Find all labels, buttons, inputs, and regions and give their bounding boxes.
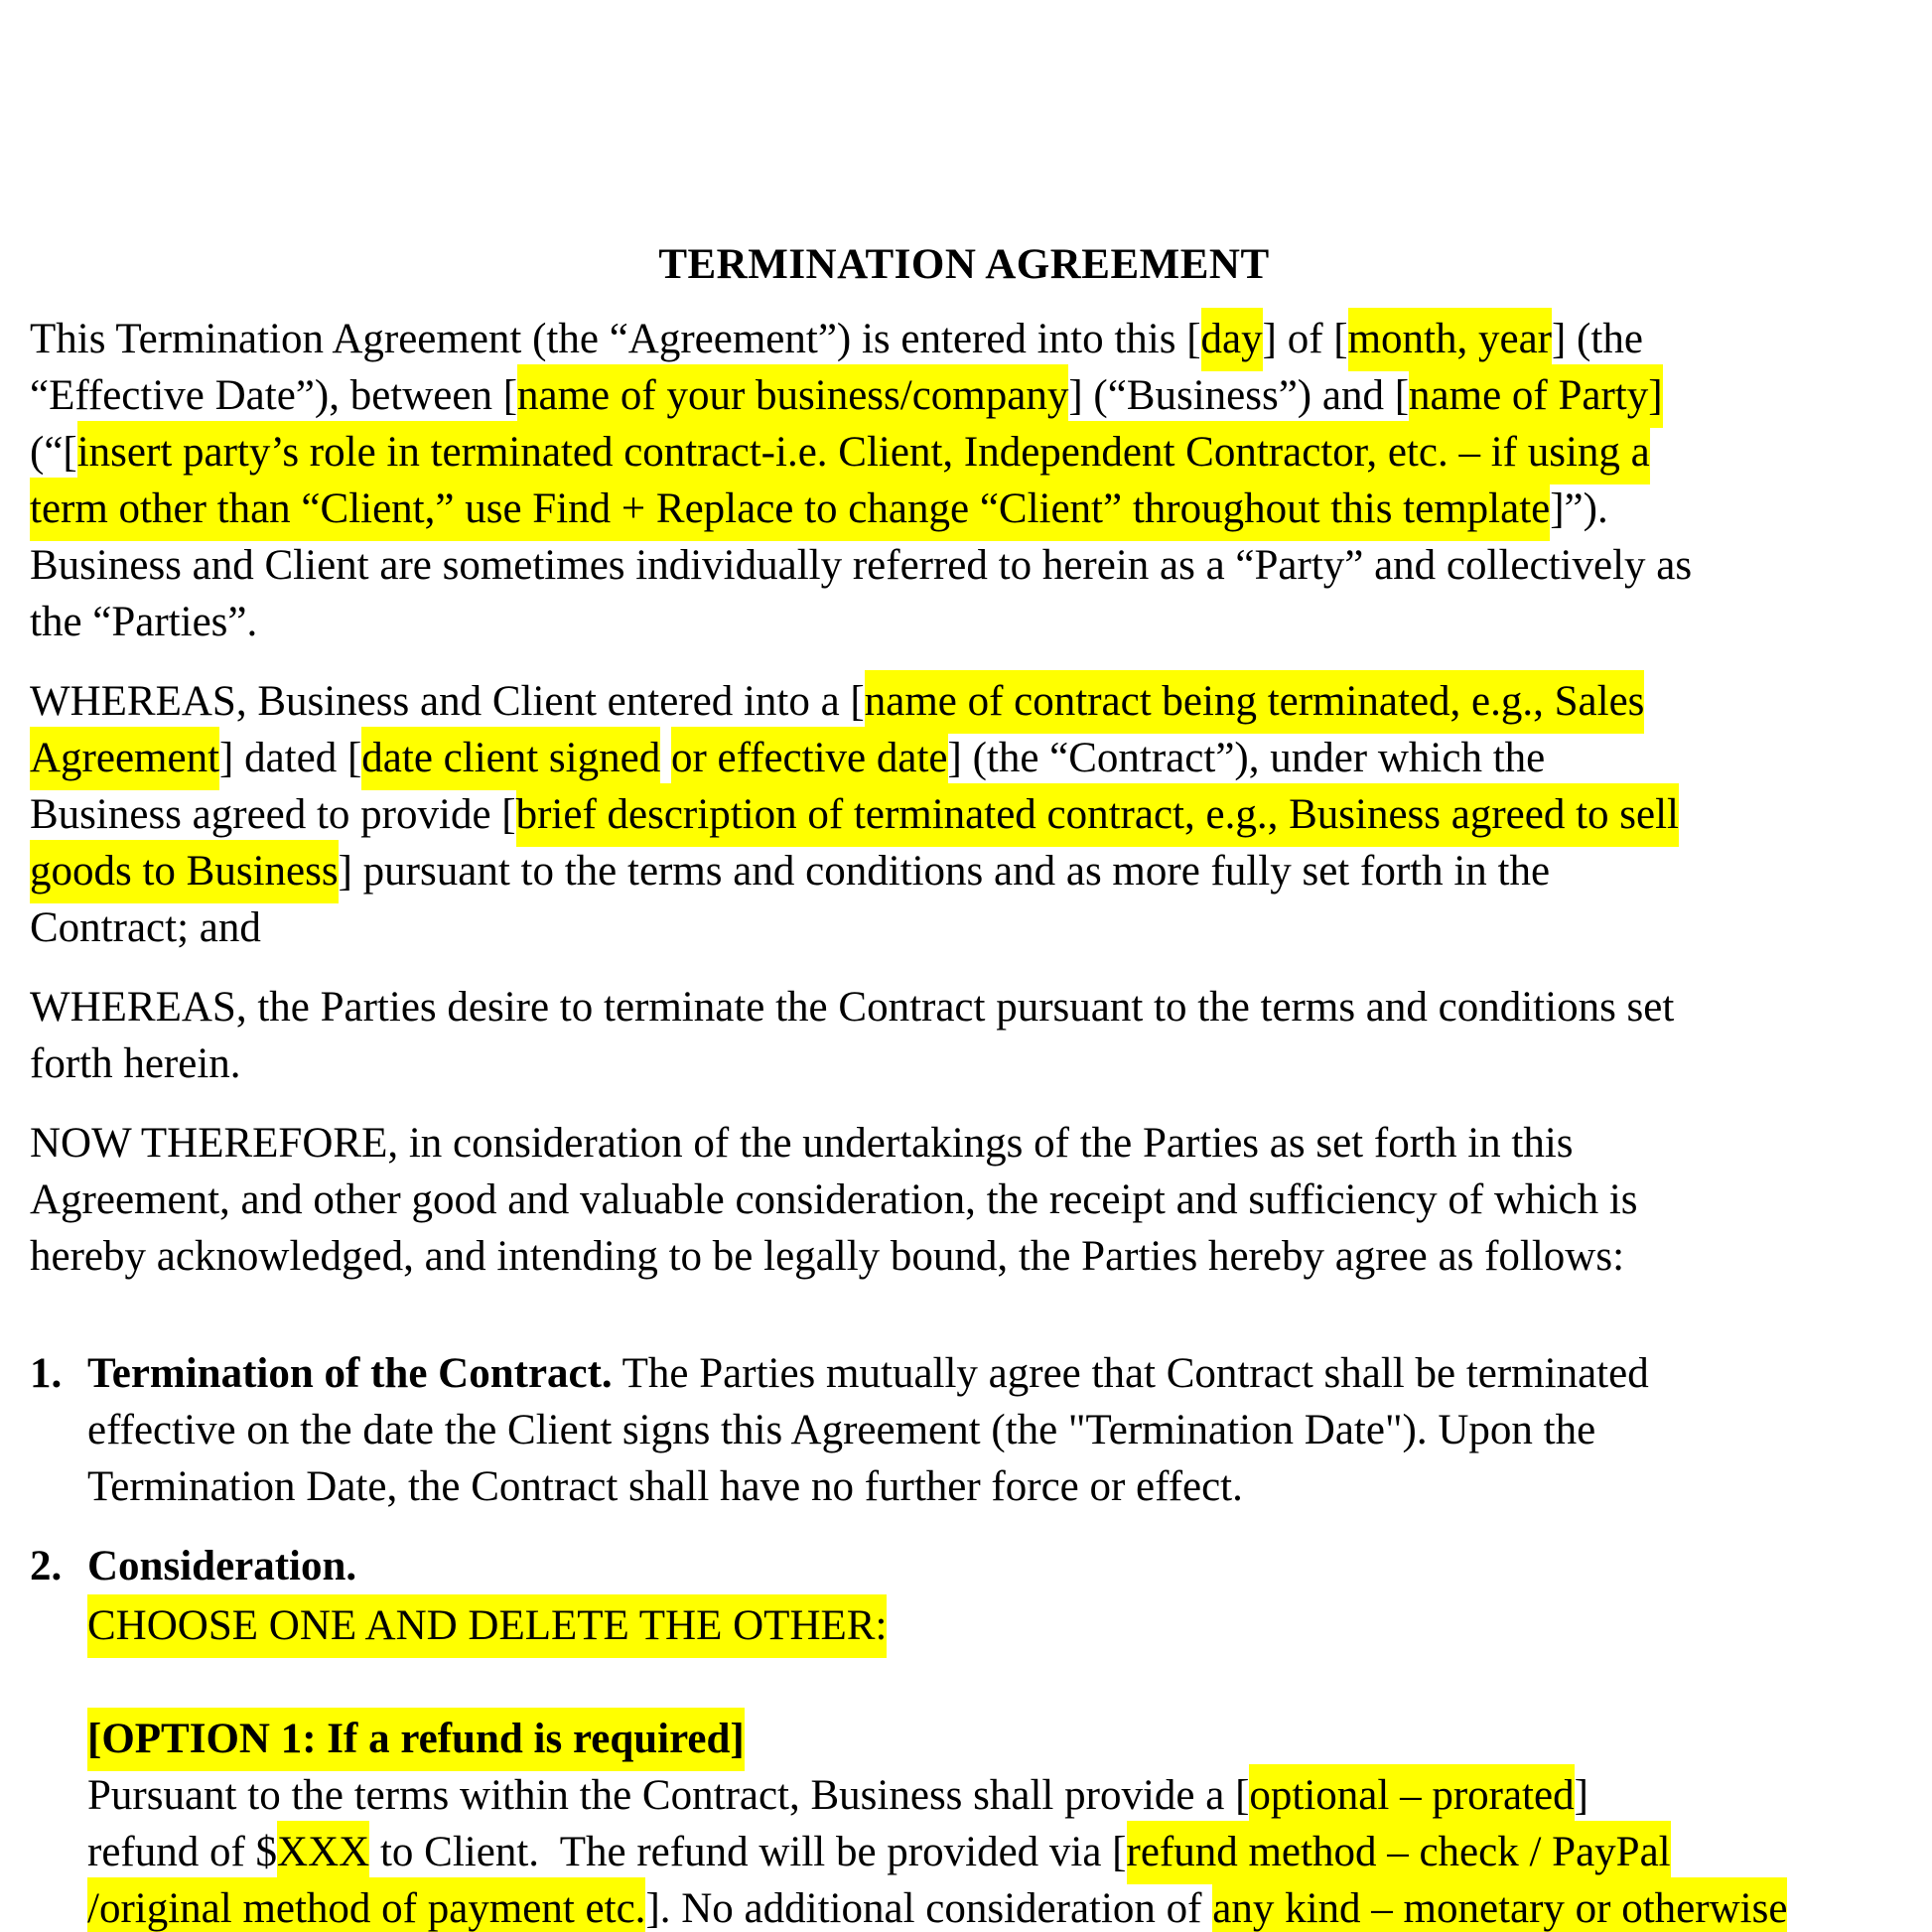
text-line [30,367,1898,424]
text-segment: ]”). [1550,485,1608,532]
highlighted-placeholder-text: Agreement [30,727,219,790]
text-segment: This Termination Agreement (the “Agreement”) is entered into this [ [30,316,1201,362]
highlighted-placeholder-text: goods to Business [30,840,339,903]
text-line [30,1035,1898,1092]
text-segment: ] (the [1551,316,1643,362]
highlighted-placeholder-text: month, year [1348,308,1552,371]
text-line [30,1115,1898,1172]
text-segment: Business and Client are sometimes individually referred to herein as a “Party” and collectively as [30,542,1693,589]
text-segment: The Parties mutually agree that Contract shall be terminated [612,1350,1649,1397]
text-line [30,594,1898,650]
text-segment: ] (the “Contract”), under which the [947,735,1546,781]
text-line [87,1767,1898,1824]
text-line [30,1228,1898,1285]
text-segment: WHEREAS, Business and Client entered into a [ [30,678,865,725]
text-line [30,730,1898,786]
document-title: TERMINATION AGREEMENT [658,241,1270,288]
highlighted-placeholder-text: insert party’s role in terminated contract-i.e. Client, Independent Contractor, etc. – if using a [77,421,1650,484]
text-segment: ] [1574,1772,1588,1819]
highlighted-placeholder-text: refund method – check / PayPal [1127,1821,1671,1884]
text-line [87,1345,1898,1402]
text-line [87,1458,1898,1515]
document-blocks [30,311,1898,1932]
highlighted-placeholder-text: [OPTION 1: If a refund is required] [87,1708,745,1771]
intro-paragraph [30,311,1898,650]
text-line [87,1402,1898,1458]
text-segment: ] of [ [1262,316,1348,362]
text-segment: to Client. The refund will be provided via [ [369,1829,1127,1875]
section-1-termination [30,1345,1898,1515]
highlighted-placeholder-text: brief description of terminated contract, e.g., Business agreed to sell [516,783,1679,847]
section-2-consideration [30,1538,1898,1594]
text-line [30,899,1898,956]
text-segment: ] (“Business”) and [ [1068,372,1410,419]
text-segment: hereby acknowledged, and intending to be legally bound, the Parties hereby agree as follows: [30,1233,1625,1280]
text-line [30,537,1898,594]
text-segment: WHEREAS, the Parties desire to terminate the Contract pursuant to the terms and conditions set [30,984,1675,1031]
text-segment [660,735,671,781]
text-line [30,843,1898,899]
highlighted-placeholder-text: optional – prorated [1249,1764,1574,1828]
text-line [30,979,1898,1035]
text-segment: “Effective Date”), between [ [30,372,518,419]
text-segment: NOW THEREFORE, in consideration of the undertakings of the Parties as set forth in this [30,1120,1574,1167]
text-segment: Business agreed to provide [ [30,791,516,838]
text-segment: ] dated [ [219,735,362,781]
text-segment: refund of $ [87,1829,278,1875]
whereas-termination-paragraph [30,979,1898,1092]
highlighted-placeholder-text: name of Party] [1409,364,1663,428]
text-segment: ] pursuant to the terms and conditions and as more fully set forth in the [338,848,1551,895]
text-segment: the “Parties”. [30,599,258,645]
highlighted-placeholder-text: term other than “Client,” use Find + Replace to change “Client” throughout this template [30,478,1550,541]
text-segment: Termination Date, the Contract shall have no further force or effect. [87,1463,1243,1510]
text-segment: Agreement, and other good and valuable consideration, the receipt and sufficiency of which is [30,1176,1638,1223]
text-line [30,424,1898,481]
text-segment: Consideration. [87,1543,357,1589]
highlighted-placeholder-text: or effective date [671,727,948,790]
highlighted-placeholder-text: name of contract being terminated, e.g., Sales [865,670,1645,734]
now-therefore-paragraph [30,1115,1898,1285]
highlighted-placeholder-text: XXX [277,1821,369,1884]
highlighted-placeholder-text: day [1201,308,1263,371]
option-1-heading [87,1711,1898,1767]
highlighted-placeholder-text: CHOOSE ONE AND DELETE THE OTHER: [87,1594,887,1658]
text-line [30,673,1898,730]
highlighted-placeholder-text: date client signed [361,727,660,790]
text-line [30,311,1898,367]
text-line [30,1172,1898,1228]
text-segment: Pursuant to the terms within the Contract, Business shall provide a [ [87,1772,1250,1819]
text-line [87,1538,1898,1594]
list-number: 2. [30,1543,63,1589]
highlighted-placeholder-text: name of your business/company [517,364,1068,428]
text-line [87,1880,1898,1932]
list-number: 1. [30,1350,63,1397]
choose-one-instruction [87,1597,1898,1654]
highlighted-placeholder-text: /original method of payment etc. [87,1877,645,1932]
text-line [87,1824,1898,1880]
text-segment: ]. No additional consideration of [645,1885,1213,1932]
whereas-contract-paragraph [30,673,1898,956]
text-segment: (“[ [30,429,77,476]
text-line [30,786,1898,843]
text-segment: Termination of the Contract. [87,1350,613,1397]
document-body [30,236,1898,1932]
text-segment: Contract; and [30,904,261,951]
option-1-refund-paragraph [87,1767,1898,1932]
text-line [87,1597,1898,1654]
text-segment: forth herein. [30,1040,241,1087]
text-line [87,1711,1898,1767]
text-segment: effective on the date the Client signs this Agreement (the "Termination Date"). Upon the [87,1407,1596,1453]
highlighted-placeholder-text: any kind – monetary or otherwise [1212,1877,1787,1932]
text-line [30,481,1898,537]
